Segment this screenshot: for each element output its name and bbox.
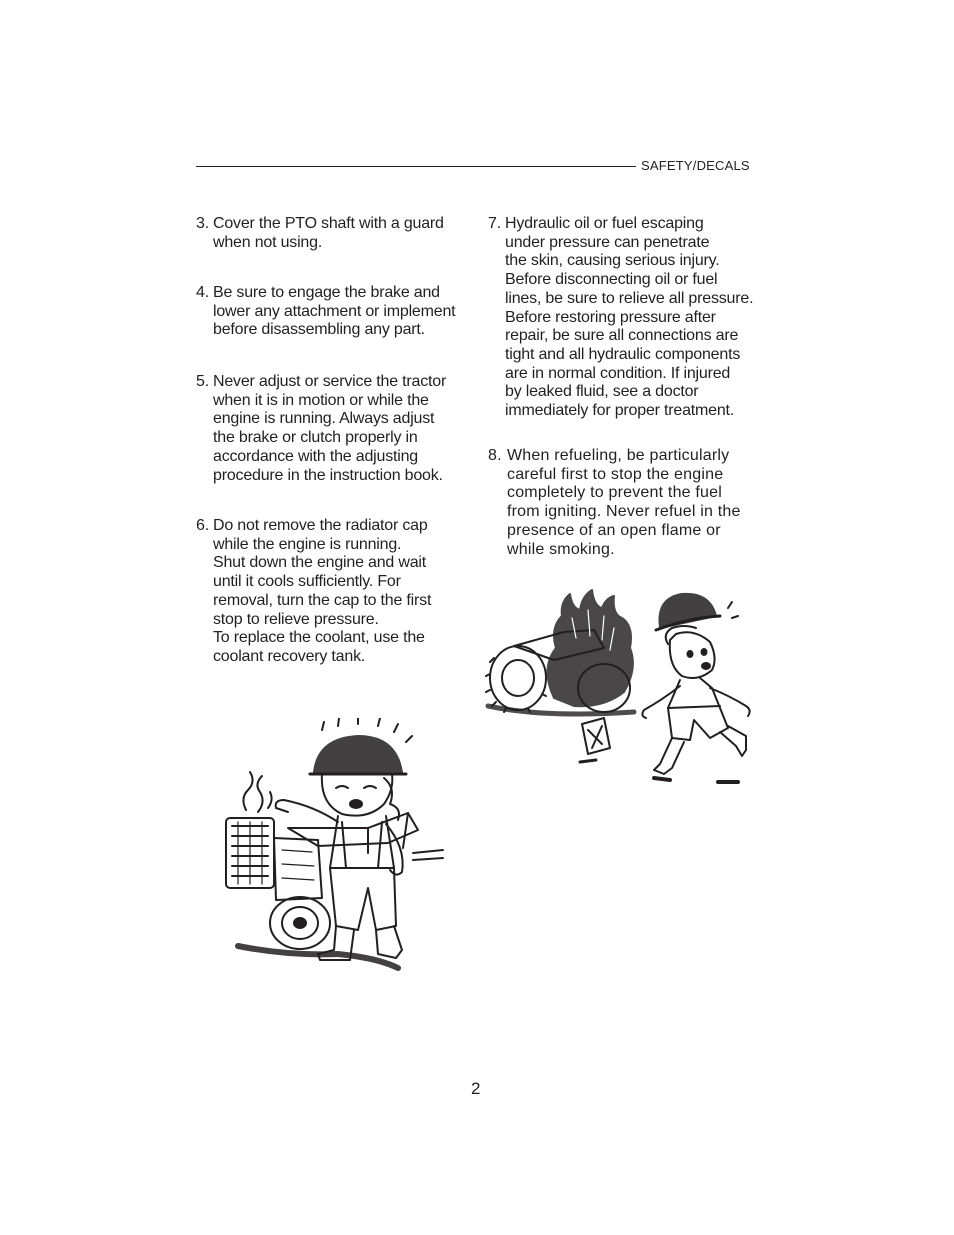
item-line: before disassembling any part. — [213, 321, 425, 339]
item-line: Shut down the engine and wait — [213, 554, 427, 572]
item-line: Never adjust or service the tractor — [213, 373, 447, 390]
safety-item-8 — [488, 447, 741, 559]
item-line: removal, turn the cap to the first — [213, 591, 432, 609]
tractor-fire-illustration — [484, 588, 764, 788]
item-line: when it is in motion or while the — [213, 391, 429, 409]
item-line: accordance with the adjusting — [213, 447, 418, 465]
item-line: Hydraulic oil or fuel escaping — [505, 215, 704, 232]
item-line: To replace the coolant, use the — [213, 629, 425, 647]
safety-item-4 — [196, 284, 455, 340]
item-number: 7. — [488, 215, 501, 232]
item-number: 4. — [196, 284, 209, 301]
item-number: 6. — [196, 517, 209, 534]
item-line: Before restoring pressure after — [505, 308, 716, 326]
item-number: 5. — [196, 373, 209, 390]
safety-item-3 — [196, 215, 444, 252]
safety-item-6 — [196, 517, 431, 667]
item-line: immediately for proper treatment. — [505, 402, 735, 420]
item-number: 8. — [488, 447, 502, 464]
item-line: repair, be sure all connections are — [505, 327, 739, 345]
item-line: under pressure can penetrate — [505, 233, 710, 251]
item-line: presence of an open flame or — [507, 521, 721, 539]
page-number: 2 — [471, 1079, 481, 1098]
item-line: stop to relieve pressure. — [213, 610, 379, 628]
header-rule — [196, 166, 636, 167]
item-line: the skin, causing serious injury. — [505, 252, 720, 270]
item-line: Be sure to engage the brake and — [213, 284, 440, 301]
item-line: until it cools sufficiently. For — [213, 573, 401, 591]
item-number: 3. — [196, 215, 209, 232]
safety-item-5 — [196, 373, 446, 485]
item-line: by leaked fluid, see a doctor — [505, 383, 699, 401]
section-label: SAFETY/DECALS — [641, 158, 750, 173]
item-line: Cover the PTO shaft with a guard — [213, 215, 444, 232]
item-line: Do not remove the radiator cap — [213, 517, 428, 534]
item-line: while the engine is running. — [213, 535, 402, 553]
item-line: completely to prevent the fuel — [507, 484, 723, 502]
item-line: procedure in the instruction book. — [213, 466, 443, 484]
item-line: Before disconnecting oil or fuel — [505, 271, 718, 289]
item-line: When refueling, be particularly — [507, 447, 730, 464]
safety-item-7 — [488, 215, 753, 421]
item-line: the brake or clutch properly in — [213, 429, 418, 447]
item-line: lines, be sure to relieve all pressure. — [505, 289, 754, 307]
item-line: when not using. — [213, 233, 323, 251]
item-line: engine is running. Always adjust — [213, 410, 435, 428]
item-line: coolant recovery tank. — [213, 647, 366, 665]
radiator-operator-illustration — [218, 718, 448, 978]
item-line: careful first to stop the engine — [507, 465, 724, 483]
item-line: are in normal condition. If injured — [505, 364, 731, 382]
item-line: while smoking. — [507, 540, 615, 558]
item-line: lower any attachment or implement — [213, 302, 456, 320]
item-line: tight and all hydraulic components — [505, 345, 741, 363]
item-line: from igniting. Never refuel in the — [507, 503, 741, 521]
